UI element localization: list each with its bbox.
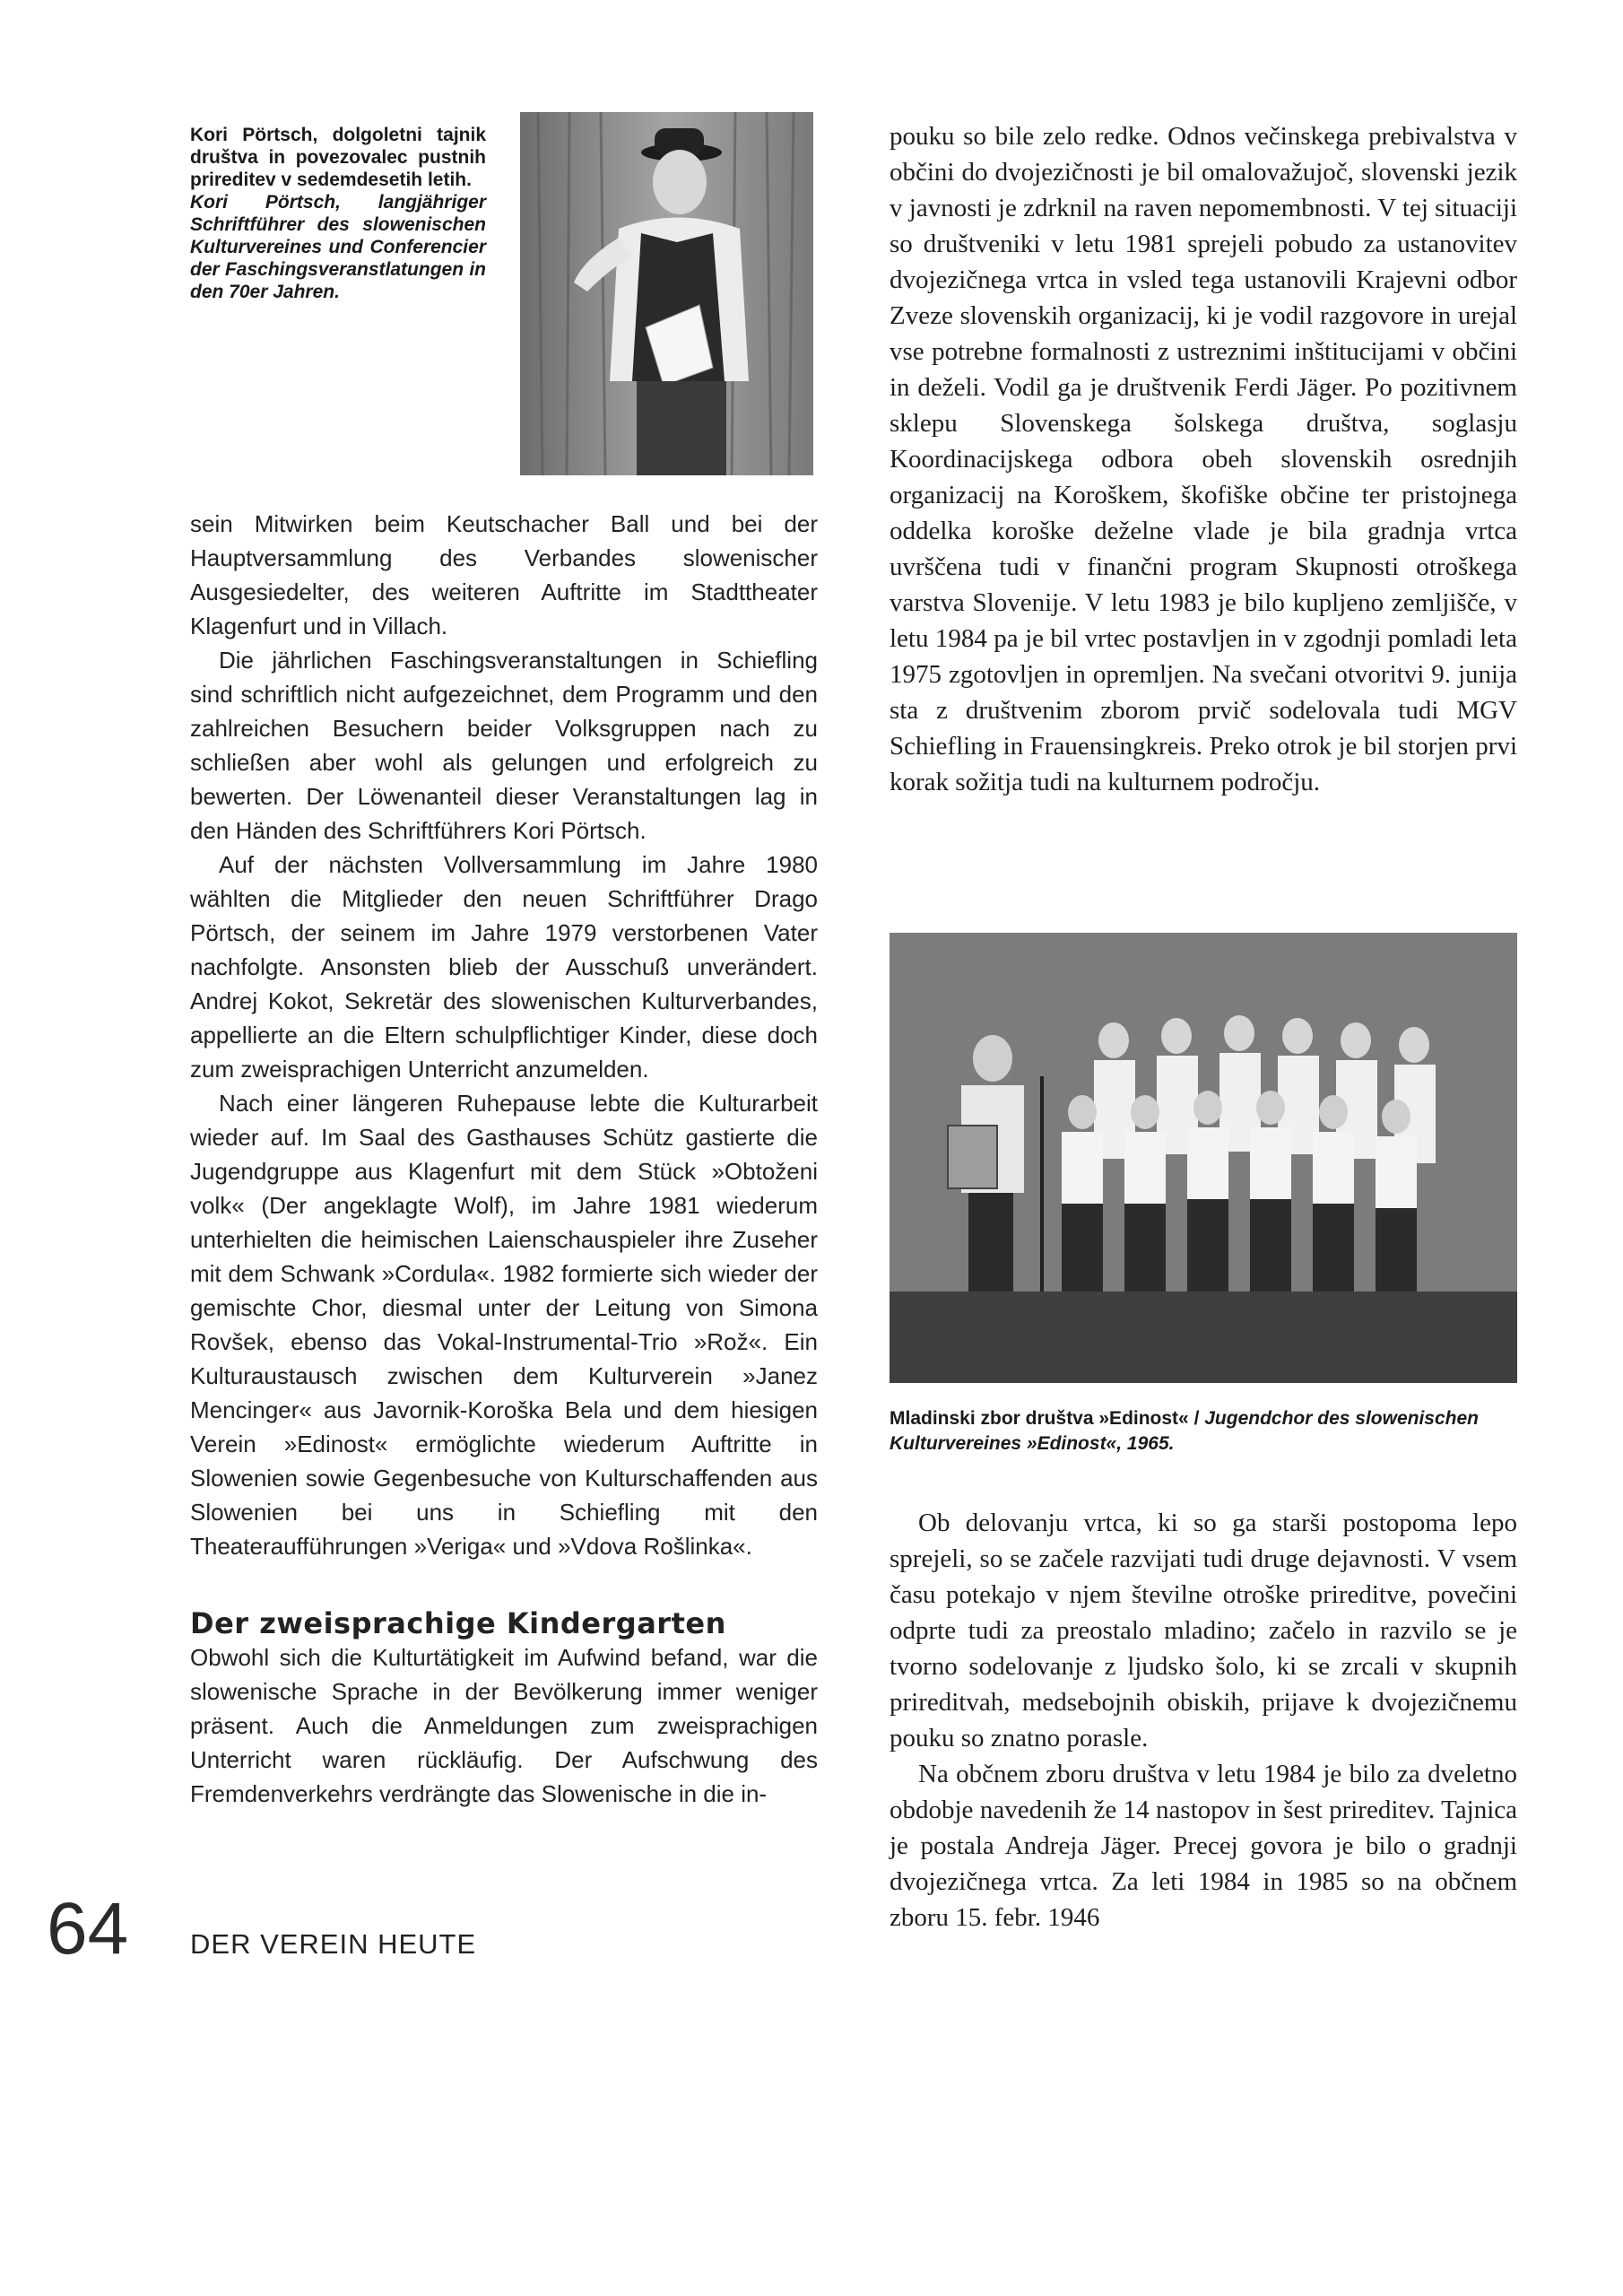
left-paragraph-3: Auf der nächsten Vollversammlung im Jahre 1980 wählten die Mitglieder den neuen Schriftführer Drago Pörtsch, der seinem im Jahre 1979 verstorbenen Vater nachfolgte. Ansonsten blieb der Ausschuß unverändert. Andrej Kokot, Sekretär des slowenischen Kulturverbandes, appellierte an die Eltern schulpflichtiger Kinder, diese doch zum zweisprachigen Unterricht anzumelden. [190, 851, 818, 1083]
left-paragraph-2: Die jährlichen Faschingsveranstaltungen in Schiefling sind schriftlich nicht aufgezeichnet, dem Programm und den zahlreichen Besuchern beider Volksgruppen nach zu schließen aber wohl als gelungen und erfolgreich zu bewerten. Der Löwenanteil dieser Veranstaltungen lag in den Händen des Schriftführers Kori Pörtsch. [190, 647, 818, 844]
left-paragraph-1: sein Mitwirken beim Keutschacher Ball und bei der Hauptversammlung des Verbandes slowenischer Ausgesiedelter, des weiteren Auftritte im Stadttheater Klagenfurt und in Villach. [190, 510, 818, 639]
right-column [890, 118, 1517, 800]
photo-caption-top [190, 124, 486, 303]
right-paragraph-3: Na občnem zboru društva v letu 1984 je bilo za dveletno obdobje navedenih že 14 nastopov in šest prireditev. Tajnica je postala Andreja Jäger. Precej govora je bilo o gradnji dvojezičnega vrtca. Za leti 1984 in 1985 so na občnem zboru 15. febr. 1946 [890, 1760, 1517, 1932]
photo-choir-stage [890, 933, 1517, 1383]
right-paragraph-1: pouku so bile zelo redke. Odnos večinskega prebivalstva v občini do dvojezičnosti je bil omalovažujoč, slovenski jezik v javnosti je zdrknil na raven nepomembnosti. V tej situaciji so društveniki v letu 1981 sprejeli pobudo za ustanovitev dvojezičnega vrtca in vsled tega ustanovili Krajevni odbor Zveze slovenskih organizacij, ki je vodil razgovore in urejal vse potrebne formalnosti z ustreznimi inštitucijami v občini in deželi. Vodil ga je društvenik Ferdi Jäger. Po pozitivnem sklepu Slovenskega šolskega društva, soglasju Koordinacijskega odbora obeh slovenskih osrednjih organizacij na Koroškem, škofiške občine ter pristojnega oddelka koroške deželne vlade je bila gradnja vrtca uvrščena tudi v finančni program Skupnosti otroškega varstva Slovenije. V letu 1983 je bilo kupljeno zemljišče, v letu 1984 pa je bil vrtec postavljen in v zgodnji pomladi leta 1975 zgotovljen in opremljen. Na svečani otvoritvi 9. junija sta z društvenim zborom prvič sodelovala tudi MGV Schiefling in Frauensingkreis. Preko otrok je bil storjen prvi korak sožitja tudi na kulturnem področju. [890, 122, 1517, 796]
photo-youth-choir [890, 933, 1517, 1383]
section-heading: Der zweisprachige Kindergarten [190, 1606, 726, 1640]
right-column-continued [890, 1505, 1517, 1935]
caption-slovenian: Kori Pörtsch, dolgoletni tajnik društva in povezovalec pustnih prireditev v sedemdesetih letih. [190, 125, 486, 190]
caption2-slovenian: Mladinski zbor društva »Edinost« / [890, 1408, 1200, 1429]
caption-german: Kori Pörtsch, langjähriger Schriftführer des slowenischen Kulturvereines und Conferencier der Faschingsveranstlatungen in den 70er Jahren. [190, 192, 486, 302]
right-paragraph-2: Ob delovanju vrtca, ki so ga starši postopoma lepo sprejeli, so se začele razvijati tudi druge dejavnosti. V vsem času potekajo v njem številne otroške prireditve, povečini odprte tudi za preostalo mladino; začelo in razvilo se je tvorno sodelovanje z ljudsko šolo, ki se zrcali v skupnih prireditvah, medsebojnih obiskih, prijave k dvojezičnemu pouku so znatno porasle. [890, 1509, 1517, 1752]
caption2-german: Jugendchor des slowenischen Kulturvereines »Edinost«, 1965. [890, 1408, 1479, 1454]
photo-caption-choir [890, 1406, 1517, 1457]
page-number: 64 [47, 1888, 129, 1970]
photo-man-speaking [520, 112, 813, 475]
left-paragraph-5: Obwohl sich die Kulturtätigkeit im Aufwind befand, war die slowenische Sprache in der Bevölkerung immer weniger präsent. Auch die Anmeldungen zum zweisprachigen Unterricht waren rückläufig. Der Aufschwung des Fremdenverkehrs verdrängte das Slowenische in die in- [190, 1644, 818, 1807]
running-head: DER VEREIN HEUTE [190, 1928, 477, 1960]
left-paragraph-4: Nach einer längeren Ruhepause lebte die Kulturarbeit wieder auf. Im Saal des Gasthauses Schütz gastierte die Jugendgruppe aus Klagenfurt mit dem Stück »Obtoženi volk« (Der angeklagte Wolf), im Jahre 1981 wiederum unterhielten die heimischen Laienschauspieler ihre Zuseher mit dem Schwank »Cordula«. 1982 formierte sich wieder der gemischte Chor, diesmal unter der Leitung von Simona Rovšek, ebenso das Vokal-Instrumental-Trio »Rož«. Ein Kulturaustausch zwischen dem Kulturverein »Janez Mencinger« aus Javornik-Koroška Bela und dem hiesigen Verein »Edinost« ermöglichte wiederum Auftritte in Slowenien sowie Gegenbesuche von Kulturschaffenden aus Slowenien bei uns in Schiefling mit den Theateraufführungen »Veriga« und »Vdova Rošlinka«. [190, 1090, 818, 1560]
photo-kori-poertsch [520, 112, 813, 475]
left-column [190, 507, 818, 1811]
